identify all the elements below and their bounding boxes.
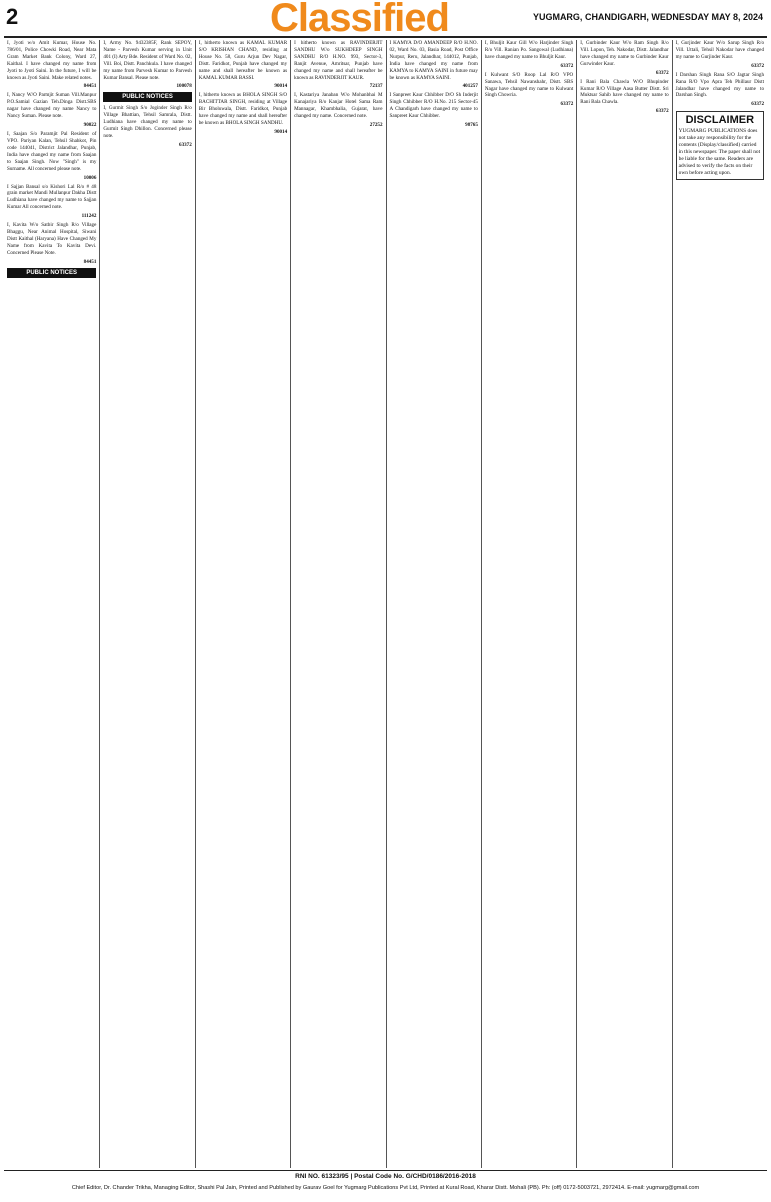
- notice-text: I hitherto known as RAVINDERJIT SANDHU W/o SUKHDEEP SINGH SANDHU R/O H.NO. 993, Sector-3, Ranjit Avenue, Amritsar, Punjab have changed my name and shall hereafter be known as RAVINDERJIT KAUR.: [294, 40, 383, 81]
- page-title: Classified: [270, 0, 449, 40]
- dateline: YUGMARG, CHANDIGARH, WEDNESDAY MAY 8, 2024: [532, 12, 763, 22]
- notice-text: I, Nancy W/O Parmjit Suman Vill.Manpur P.O.Samial Gazian Teh.Dinga Distt.SBS nagar have changed my name Nancy to Nancy Suman. Please note.: [7, 92, 97, 120]
- page-number: 2: [6, 4, 19, 29]
- notice-text: I, hitherto known as KAMAL KUMAR S/O KRISHAN CHAND, residing at House No. 58, Guru Arjun Dev Nagar, Distt. Faridkot, Punjab have changed my name and shall hereafter be known as KAMAL KUMAR BASSI.: [198, 40, 288, 81]
- notice-code: 90014: [274, 128, 288, 135]
- imprint-line: Chief Editor, Dr. Chander Trikha, Managing Editor, Shashi Pal Jain, Printed and Published by Gaurav Goel for Yugmarg Publications Pvt Ltd, Printed at Kural Road, Kharar Distt. Mohali (PB). Ph: (off) 0172-5003721, 2972414. E-mail: yugmarg@gmail.com: [71, 1185, 700, 1191]
- notice-code: 63372: [560, 62, 574, 69]
- notice-text: I Sajjan Bansal s/o Kishori Lal R/o # 48 grain market Mandi Mullanpur Dakha Distt Ludhiana have changed my name to Sajjan Kumar All concerned note.: [7, 183, 97, 211]
- footer-rule: [4, 1170, 767, 1171]
- disclaimer-box: [676, 111, 764, 180]
- notice-text: I, Kastariya Janaban W/o Mohanbhai M Kanajariya R/o Kanjar Hotel Sama Ram Mannagar, Khambhalia, Gujarat, have changed my name. Concerned note.: [294, 92, 383, 120]
- notice-code: 63372: [179, 141, 192, 148]
- column-7: [576, 40, 671, 1168]
- column-2: [99, 40, 194, 1168]
- notice-code: 111242: [81, 213, 97, 220]
- rni-line: RNI NO. 61323/95 | Postal Code No. G/CHD/0186/2016-2018: [295, 1173, 476, 1180]
- disclaimer-text: YUGMARG PUBLICATIONS does not take any responsibility for the contents (Display/classified) carried in this newspaper. The paper shall not be liable for the same. Readers are advised to verify the facts on their own before acting upon.: [678, 128, 761, 177]
- notice-code: 100078: [176, 83, 192, 90]
- notice-code: 63372: [655, 108, 669, 115]
- section-header-public-notices: PUBLIC NOTICES: [103, 92, 191, 102]
- notice-text: I, hitherto known as BHOLA SINGH S/O BACHITTAR SINGH, residing at Village Bir Bholuwala, Distt. Faridkot, Punjab have changed my name and shall hereafter be known as BHOLA SINGH SANDHU.: [198, 92, 288, 127]
- notice-code: 63372: [751, 101, 764, 108]
- notice-code: 90022: [83, 122, 97, 129]
- notice-code: 401257: [462, 83, 478, 90]
- notice-text: I, Jyoti w/o Amit Kumar, House No. 786/01, Police Chowki Road, Near Mata Gram Market Bank Colony, Ward 27, Kaithal. I have changed my name from Jyoti to Jyoti Saini. In the future, I will be known as Jyoti Saini. Make related notes.: [7, 40, 97, 81]
- notice-code: 63372: [655, 69, 669, 76]
- notice-text: I, Army No. 9432385F, Rank SEPOY, Name - Parvesh Kumar serving in Unit 401 (I) Arty Bde. Resident of Ward No. 02, Vill. Boi, Distt. Panchkula. I have changed my name from Parvesh Kumar to Parvesh Kumar Bansal. Please note.: [103, 40, 192, 81]
- notice-text: I, Gurjinder Kaur W/o Sarup Singh R/o Vill. Uttali, Tehsil Nakodar have changed my name to Gurjinder Kaur.: [675, 40, 764, 60]
- notice-code: 63372: [560, 101, 574, 108]
- notice-code: 63372: [751, 62, 764, 69]
- disclaimer-title: DISCLAIMER: [685, 114, 755, 127]
- notice-text: I, Gurbinder Kaur W/o Ram Singh R/o Vill. Lopon, Teh. Nakodar, Distt. Jalandhar have changed my name to Gurbinder Kaur Gurwinder Kaur.: [580, 40, 669, 67]
- notice-text: I Rani Bala Chawla W/O Bhupinder Kumar R/O Village Aasa Butter Distt. Sri Muktsar Sahib have changed my name to Rani Bala Chawla.: [580, 78, 669, 106]
- notice-text: I Sanpreet Kaur Chhibber D/O Sh Inderjit Singh Chhibber R/O H.No. 215 Sector-45 A Chandigarh have changed my name to Sanpreet Kaur Chhibber.: [389, 92, 478, 120]
- notice-text: I, Saajan S/o Paramjit Pal Resident of VPO. Pariyan Kalan, Tehsil Shahkot, Pin code 144041, District Jalandhar, Punjab, India have changed my name from Saajan to Saajan Singh. Now "Singh" is my Surname. All concerned please note.: [7, 131, 97, 172]
- notice-text: I Kulwant S/O Roop Lal R/O VPO Sanawa, Tehsil Nawanshahr, Distt. SBS Nagar have changed my name to Kulwant Singh Chowria.: [484, 71, 574, 99]
- notice-code: 84451: [83, 83, 97, 90]
- notice-code: 72137: [369, 83, 383, 90]
- notice-text: I Darshan Singh Rana S/O Jagtar Singh Rana R/O Vpo Apra Teh Phillaur Distt Jalandhar have changed my name to Darshan Singh.: [675, 71, 764, 99]
- notice-text: I, Kavita W/o Satbir Singh R/o Village Bhaggu, Near Animal Hospital, Siwani Distt Kaithal (Haryana) Have Changed My Name from Kavita To Kavita Devi. Concerned Please Note.: [7, 222, 97, 256]
- notice-code: 27252: [369, 122, 383, 129]
- notice-code: 98765: [465, 122, 478, 129]
- column-5: [386, 40, 481, 1168]
- header-rule: [4, 36, 767, 38]
- notice-code: 10006: [83, 174, 97, 181]
- notice-code: 84451: [83, 258, 97, 265]
- column-8: [672, 40, 767, 1168]
- classified-columns: [4, 40, 767, 1168]
- notice-code: 90014: [274, 83, 288, 90]
- column-1: [4, 40, 99, 1168]
- section-header-public-notices: PUBLIC NOTICES: [7, 268, 96, 278]
- notice-text: I, Gurmit Singh S/o Joginder Singh R/o Village Bhattian, Tehsil Samrala, Distt. Ludhiana have changed my name to Gurmit Singh Dhillon. Concerned please note.: [103, 105, 192, 140]
- column-6: [481, 40, 576, 1168]
- notice-text: I, Bhuljit Kaur Gill W/o Harjinder Singh R/o Vill. Ranian Po. Sangowal (Ludhiana) have changed my name to Bhuljit Kaur.: [484, 40, 574, 60]
- notice-text: I KAMYA D/O AMANDEEP R/O H.NO. 02, Ward No. 03, Basia Road, Post Office Nurpur, Reru, Jalandhar, 144012, Punjab, India have changed my name from KAMYA to KAMYA SAINI in future may be known as KAMYA SAINI.: [389, 40, 478, 81]
- column-4: [290, 40, 385, 1168]
- column-3: [195, 40, 290, 1168]
